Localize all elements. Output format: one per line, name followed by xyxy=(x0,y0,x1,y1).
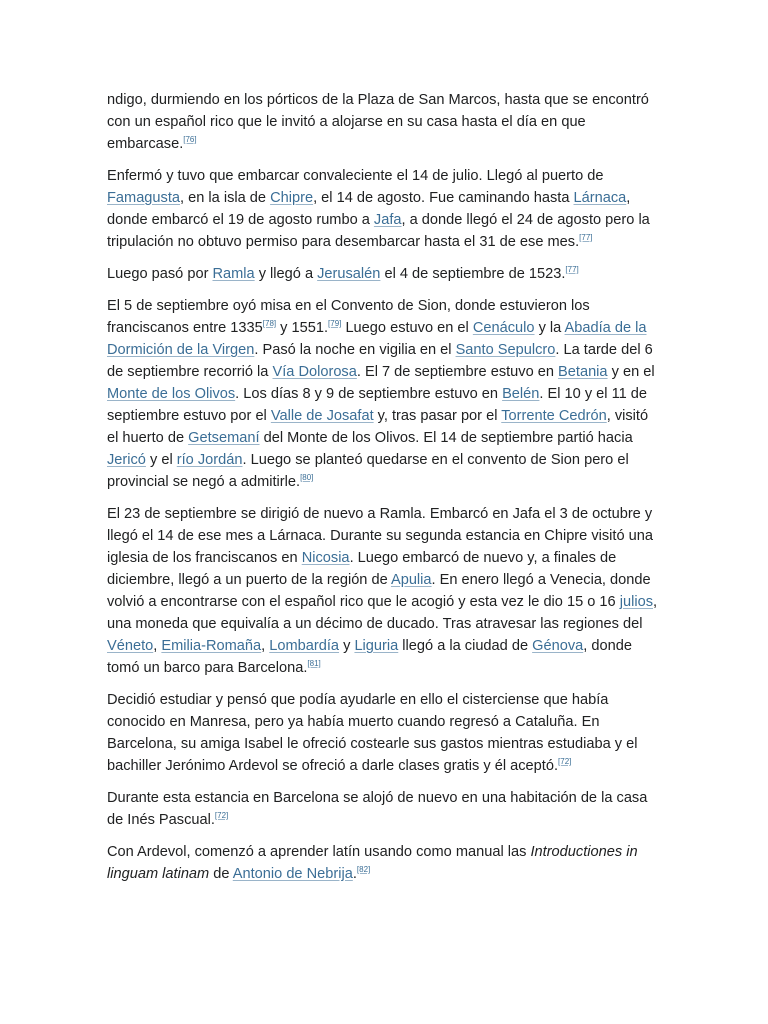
paragraph-text: , donde embarcó el 19 de agosto rumbo a xyxy=(107,190,631,228)
paragraph-text: . xyxy=(352,866,357,882)
link-betania[interactable]: Betania xyxy=(558,364,608,380)
link-genova[interactable]: Génova xyxy=(532,638,584,654)
paragraph xyxy=(107,295,662,493)
paragraph-text: . En enero llegó a Venecia, donde volvió a encontrarse con el español rico que le acogió y esta vez le dio 15 o 16 xyxy=(107,572,651,610)
reference-link-79[interactable]: [79] xyxy=(328,319,342,329)
paragraph-text: El 5 de septiembre oyó misa en el Convento de Sion, donde estuvieron los franciscanos entre 1335 xyxy=(107,298,590,336)
link-jerico[interactable]: Jericó xyxy=(107,452,146,468)
reference-marker xyxy=(357,865,370,874)
reference-link-72[interactable]: [72] xyxy=(558,757,572,767)
link-famagusta[interactable]: Famagusta xyxy=(107,190,181,206)
link-nicosia[interactable]: Nicosia xyxy=(301,550,350,566)
link-emilia-romana[interactable]: Emilia-Romaña xyxy=(161,638,262,654)
reference-link-77[interactable]: [77] xyxy=(565,265,579,275)
paragraph-text: , visitó el huerto de xyxy=(107,408,649,446)
link-jerusalen[interactable]: Jerusalén xyxy=(317,266,381,282)
reference-link-78[interactable]: [78] xyxy=(262,319,277,329)
paragraph-text: y llegó a xyxy=(254,266,318,282)
paragraph xyxy=(107,787,662,831)
paragraph-text: . Luego embarcó de nuevo y, a finales de diciembre, llegó a un puerto de la región de xyxy=(107,550,617,588)
reference-link-80[interactable]: [80] xyxy=(300,473,314,483)
link-santo-sepulcro[interactable]: Santo Sepulcro xyxy=(455,342,556,358)
paragraph-text: . El 7 de septiembre estuvo en xyxy=(356,364,559,380)
reference-marker xyxy=(579,233,592,242)
reference-marker xyxy=(215,811,228,820)
paragraph-text: . Los días 8 y 9 de septiembre estuvo en xyxy=(235,386,503,402)
paragraph-text: . Luego se planteó quedarse en el convento de Sion pero el provincial se negó a admitirle. xyxy=(107,452,629,490)
paragraph-text: . Pasó la noche en vigilia en el xyxy=(254,342,456,358)
link-veneto[interactable]: Véneto xyxy=(107,638,154,654)
paragraph-text: Luego estuvo en el xyxy=(341,320,473,336)
reference-link-82[interactable]: [82] xyxy=(356,865,371,875)
paragraph-text: , una moneda que equivalía a un décimo de ducado. Tras atravesar las regiones del xyxy=(107,594,658,632)
paragraph-text: y la xyxy=(534,320,565,336)
link-cenaculo[interactable]: Cenáculo xyxy=(472,320,535,336)
reference-marker xyxy=(328,319,341,328)
paragraph-text: , en la isla de xyxy=(180,190,271,206)
reference-link-72[interactable]: [72] xyxy=(214,811,229,821)
paragraph-text: Enfermó y tuvo que embarcar convaleciente el 14 de julio. Llegó al puerto de xyxy=(107,168,604,184)
paragraph-text: del Monte de los Olivos. El 14 de septiembre partió hacia xyxy=(259,430,633,446)
paragraph-text: y 1551. xyxy=(276,320,329,336)
paragraph xyxy=(107,89,662,155)
paragraph xyxy=(107,263,662,285)
paragraph-text: Luego pasó por xyxy=(107,266,213,282)
paragraph-text: , donde tomó un barco para Barcelona. xyxy=(107,638,632,676)
article-body xyxy=(107,89,662,895)
paragraph-text: , xyxy=(261,638,270,654)
paragraph-text: Con Ardevol, comenzó a aprender latín usando como manual las xyxy=(107,844,531,860)
link-via-dolorosa[interactable]: Vía Dolorosa xyxy=(272,364,357,380)
paragraph-text: Durante esta estancia en Barcelona se alojó de nuevo en una habitación de la casa de Inés Pascual. xyxy=(107,790,648,828)
reference-marker xyxy=(300,473,313,482)
link-liguria[interactable]: Liguria xyxy=(354,638,399,654)
reference-marker xyxy=(565,265,578,274)
paragraph-text: , xyxy=(153,638,162,654)
link-valle-de-josafat[interactable]: Valle de Josafat xyxy=(270,408,374,424)
paragraph xyxy=(107,841,662,885)
reference-marker xyxy=(263,319,276,328)
paragraph-text: , a donde llegó el 24 de agosto pero la tripulación no obtuvo permiso para desembarcar hasta el 31 de ese mes. xyxy=(107,212,650,250)
link-getsemani[interactable]: Getsemaní xyxy=(188,430,260,446)
link-jafa[interactable]: Jafa xyxy=(373,212,402,228)
reference-link-77[interactable]: [77] xyxy=(579,233,593,243)
link-antonio-de-nebrija[interactable]: Antonio de Nebrija xyxy=(232,866,353,882)
paragraph-text: y en el xyxy=(607,364,655,380)
paragraph-text: y el xyxy=(145,452,177,468)
link-torrente-cedron[interactable]: Torrente Cedrón xyxy=(501,408,607,424)
reference-link-76[interactable]: [76] xyxy=(183,135,197,145)
paragraph-text: llegó a la ciudad de xyxy=(398,638,533,654)
paragraph-text: ndigo, durmiendo en los pórticos de la Plaza de San Marcos, hasta que se encontró con un español rico que le invitó a alojarse en su casa hasta el día en que embarcase. xyxy=(107,92,649,152)
link-monte-de-los-olivos[interactable]: Monte de los Olivos xyxy=(107,386,236,402)
link-ramla[interactable]: Ramla xyxy=(212,266,255,282)
reference-marker xyxy=(558,757,571,766)
paragraph xyxy=(107,503,662,679)
reference-link-81[interactable]: [81] xyxy=(307,659,321,669)
paragraph-text: El 23 de septiembre se dirigió de nuevo a Ramla. Embarcó en Jafa el 3 de octubre y llegó el 14 de ese mes a Lárnaca. Durante su segunda estancia en Chipre visitó una iglesia de los franciscanos en xyxy=(107,506,653,566)
paragraph-text: y, tras pasar por el xyxy=(373,408,502,424)
reference-marker xyxy=(183,135,196,144)
reference-marker xyxy=(307,659,320,668)
link-abadia-de-la-dormicion-de-la-virgen[interactable]: Abadía de la Dormición de la Virgen xyxy=(107,320,647,358)
paragraph-text: , el 14 de agosto. Fue caminando hasta xyxy=(313,190,574,206)
link-apulia[interactable]: Apulia xyxy=(390,572,432,588)
paragraph-text: . El 10 y el 11 de septiembre estuvo por el xyxy=(107,386,648,424)
paragraph xyxy=(107,165,662,253)
link-lombardia[interactable]: Lombardía xyxy=(269,638,340,654)
paragraph-text: el 4 de septiembre de 1523. xyxy=(380,266,566,282)
paragraph-text: . La tarde del 6 de septiembre recorrió la xyxy=(107,342,653,380)
paragraph-text: de xyxy=(209,866,233,882)
link-larnaca[interactable]: Lárnaca xyxy=(573,190,627,206)
link-belen[interactable]: Belén xyxy=(502,386,540,402)
book-title: Introductiones in linguam latinam xyxy=(107,844,638,882)
link-rio-jordan[interactable]: río Jordán xyxy=(176,452,243,468)
paragraph-text: Decidió estudiar y pensó que podía ayudarle en ello el cisterciense que había conocido en Manresa, pero ya había muerto cuando regresó a Cataluña. En Barcelona, su amiga Isabel le ofreció costearle sus gastos mientras estudiaba y el bachiller Jerónimo Ardevol se ofreció a darle clases gratis y él aceptó. xyxy=(107,692,638,774)
link-julios[interactable]: julios xyxy=(619,594,653,610)
paragraph-text: y xyxy=(339,638,355,654)
link-chipre[interactable]: Chipre xyxy=(270,190,314,206)
paragraph xyxy=(107,689,662,777)
